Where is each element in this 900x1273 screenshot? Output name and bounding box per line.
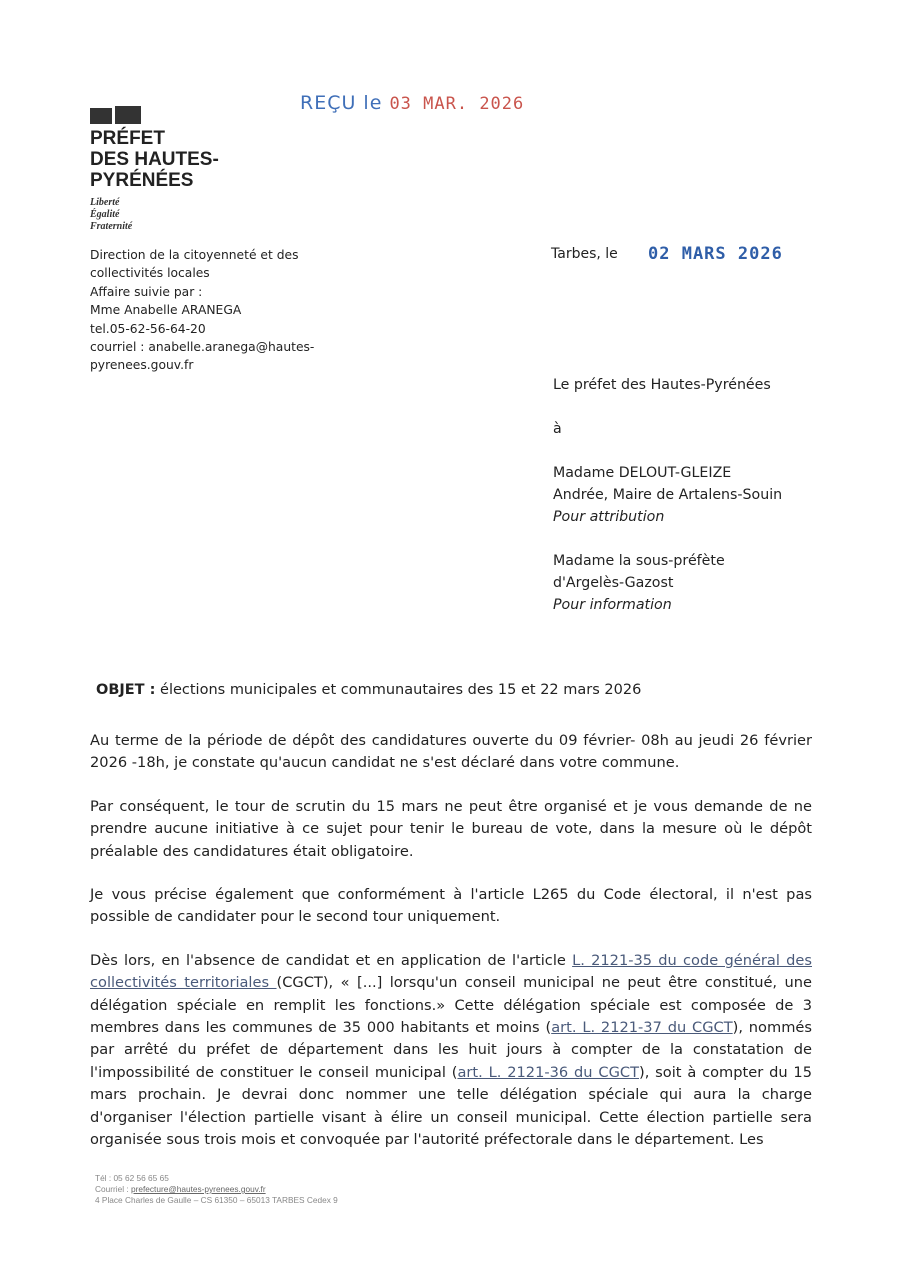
prefecture-title-line: DES HAUTES- <box>90 149 219 170</box>
received-stamp <box>300 92 524 114</box>
sender-line: courriel : anabelle.aranega@hautes- <box>90 340 315 355</box>
footer-email-link[interactable]: prefecture@hautes-pyrenees.gouv.fr <box>130 1184 266 1194</box>
sender-line: Mme Anabelle ARANEGA <box>90 303 242 318</box>
date-stamp: 02 MARS 2026 <box>648 244 783 264</box>
to-word: à <box>553 421 562 437</box>
letter-body <box>90 730 812 1173</box>
marianne-flag-icon <box>90 104 142 124</box>
prefecture-title <box>90 128 219 191</box>
body-paragraph-2: Par conséquent, le tour de scrutin du 15 mars ne peut être organisé et je vous demande de ne prendre aucune initiative à ce sujet pour tenir le bureau de vote, dans la mesure où le dépôt préalable des candidatures était obligatoire. <box>90 797 812 860</box>
received-stamp-date: 03 MAR. 2026 <box>389 94 525 114</box>
body-paragraph-3: Je vous précise également que conformément à l'article L265 du Code électoral, il n'est pas possible de candidater pour le second tour uniquement. <box>90 886 812 926</box>
body-paragraph-1: Au terme de la période de dépôt des candidatures ouverte du 09 février- 08h au jeudi 26 février 2026 -18h, je constate qu'aucun candidat ne s'est déclaré dans votre commune. <box>90 732 812 772</box>
cgct-l2121-36-link[interactable]: art. L. 2121-36 du CGCT <box>457 1063 639 1081</box>
subject-label: OBJET : <box>96 682 156 698</box>
sender-line: collectivités locales <box>90 266 210 281</box>
sender-line: Affaire suivie par : <box>90 284 203 299</box>
received-stamp-label: REÇU le <box>300 92 383 114</box>
recipient-2-name: Madame la sous-préfète <box>553 553 725 569</box>
sender-title: Le préfet des Hautes-Pyrénées <box>553 377 771 393</box>
cgct-l2121-35-link[interactable]: L. 2121-35 du code général des collectivités territoriales <box>90 951 812 992</box>
prefecture-logo <box>90 104 219 233</box>
motto-line: Égalité <box>90 209 120 220</box>
sender-line: Direction de la citoyenneté et des <box>90 248 299 262</box>
recipient-2-place: d'Argelès-Gazost <box>553 575 674 591</box>
motto-line: Fraternité <box>90 221 133 232</box>
motto-line: Liberté <box>90 197 120 208</box>
republic-motto <box>90 197 219 233</box>
footer <box>95 1173 338 1206</box>
recipient-1-role: Andrée, Maire de Artalens-Souin <box>553 487 783 503</box>
footer-address: 4 Place Charles de Gaulle – CS 61350 – 65013 TARBES Cedex 9 <box>95 1195 338 1205</box>
cgct-l2121-37-link[interactable]: art. L. 2121-37 du CGCT <box>551 1019 733 1037</box>
body-text-run: ), nommés par arrêté du préfet de département dans les huit jours à compter de la constatation de l'impossibilité de constituer le conseil municipal ( <box>90 1019 812 1081</box>
footer-tel: Tél : 05 62 56 65 65 <box>95 1173 169 1183</box>
footer-email-label: Courriel : <box>95 1184 131 1194</box>
sender-block <box>90 246 330 375</box>
recipient-1-purpose: Pour attribution <box>553 509 665 525</box>
sender-line: pyrenees.gouv.fr <box>90 358 194 373</box>
recipient-2-purpose: Pour information <box>553 597 672 613</box>
sender-line: tel.05-62-56-64-20 <box>90 321 206 336</box>
body-paragraph-4 <box>90 950 812 1152</box>
recipient-1-name: Madame DELOUT-GLEIZE <box>553 465 732 481</box>
body-text-run: (CGCT), « [...] lorsqu'un conseil municipal ne peut être constitué, une délégation spéciale en remplit les fonctions.» Cette délégation spéciale est composée de 3 membres dans les communes de 35 000 habitants et moins ( <box>90 974 812 1037</box>
date-place: Tarbes, le <box>551 246 618 262</box>
prefecture-title-line: PRÉFET <box>90 128 165 149</box>
recipients-block <box>553 374 782 616</box>
body-text-run: Dès lors, en l'absence de candidat et en application de l'article <box>90 951 573 969</box>
footer-email-line <box>95 1184 338 1195</box>
subject-line <box>96 682 641 698</box>
body-text-run: ), soit à compter du 15 mars prochain. Je devrai donc nommer une telle délégation spéciale qui aura la charge d'organiser l'élection partielle visant à élire un conseil municipal. Cette élection partielle sera organisée sous trois mois et convoquée par l'autorité préfectorale dans le département. Les <box>90 1063 812 1149</box>
subject-text: élections municipales et communautaires des 15 et 22 mars 2026 <box>160 682 642 698</box>
prefecture-title-line: PYRÉNÉES <box>90 170 194 191</box>
